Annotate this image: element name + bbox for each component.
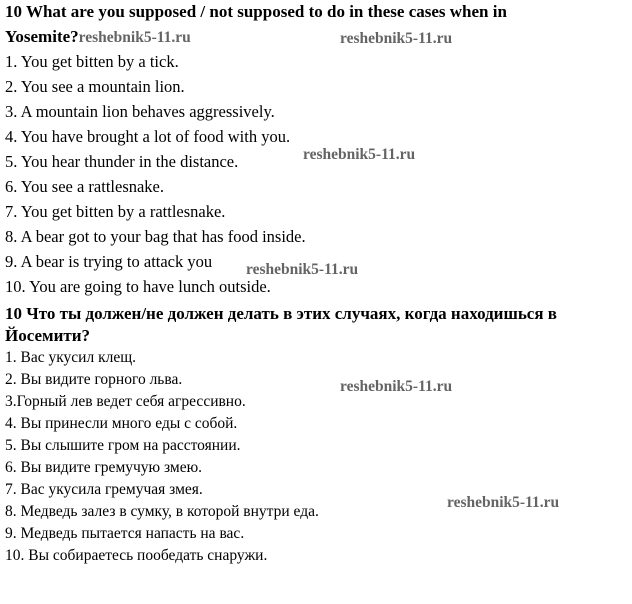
russian-item-8: 8. Медведь залез в сумку, в которой внутри еда.	[5, 503, 319, 520]
english-item-4: 4. You have brought a lot of food with you.	[5, 127, 291, 146]
english-item-10: 10. You are going to have lunch outside.	[5, 277, 271, 296]
russian-item-10: 10. Вы собираетесь пообедать снаружи.	[5, 547, 268, 564]
russian-item-2: 2. Вы видите горного льва.	[5, 371, 183, 388]
english-item-7: 7. You get bitten by a rattlesnake.	[5, 202, 226, 221]
english-item-9: 9. A bear is trying to attack you	[5, 252, 213, 271]
watermark-inline: reshebnik5-11.ru	[78, 29, 191, 46]
watermark-1: reshebnik5-11.ru	[340, 30, 453, 47]
english-item-8: 8. A bear got to your bag that has food inside.	[5, 227, 306, 246]
english-heading-line2	[5, 27, 191, 47]
english-heading-line1: 10 What are you supposed / not supposed to do in these cases when in	[5, 2, 507, 21]
russian-heading-line2: Йосемити?	[5, 326, 91, 345]
watermark-5: reshebnik5-11.ru	[447, 494, 560, 511]
watermark-3: reshebnik5-11.ru	[246, 261, 359, 278]
english-item-1: 1. You get bitten by a tick.	[5, 52, 179, 71]
watermark-4: reshebnik5-11.ru	[340, 378, 453, 395]
russian-item-9: 9. Медведь пытается напасть на вас.	[5, 525, 245, 542]
english-heading-yosemite: Yosemite?	[5, 27, 79, 46]
english-item-6: 6. You see a rattlesnake.	[5, 177, 165, 196]
english-item-2: 2. You see a mountain lion.	[5, 77, 185, 96]
watermark-2: reshebnik5-11.ru	[303, 146, 416, 163]
russian-item-7: 7. Вас укусила гремучая змея.	[5, 481, 203, 498]
russian-item-3: 3.Горный лев ведет себя агрессивно.	[5, 393, 246, 410]
english-item-3: 3. A mountain lion behaves aggressively.	[5, 102, 275, 121]
russian-item-6: 6. Вы видите гремучую змею.	[5, 459, 203, 476]
russian-item-4: 4. Вы принесли много еды с собой.	[5, 415, 238, 432]
russian-item-5: 5. Вы слышите гром на расстоянии.	[5, 437, 241, 454]
english-item-5: 5. You hear thunder in the distance.	[5, 152, 239, 171]
russian-heading-line1: 10 Что ты должен/не должен делать в этих случаях, когда находишься в	[5, 304, 557, 323]
russian-item-1: 1. Вас укусил клещ.	[5, 349, 137, 366]
